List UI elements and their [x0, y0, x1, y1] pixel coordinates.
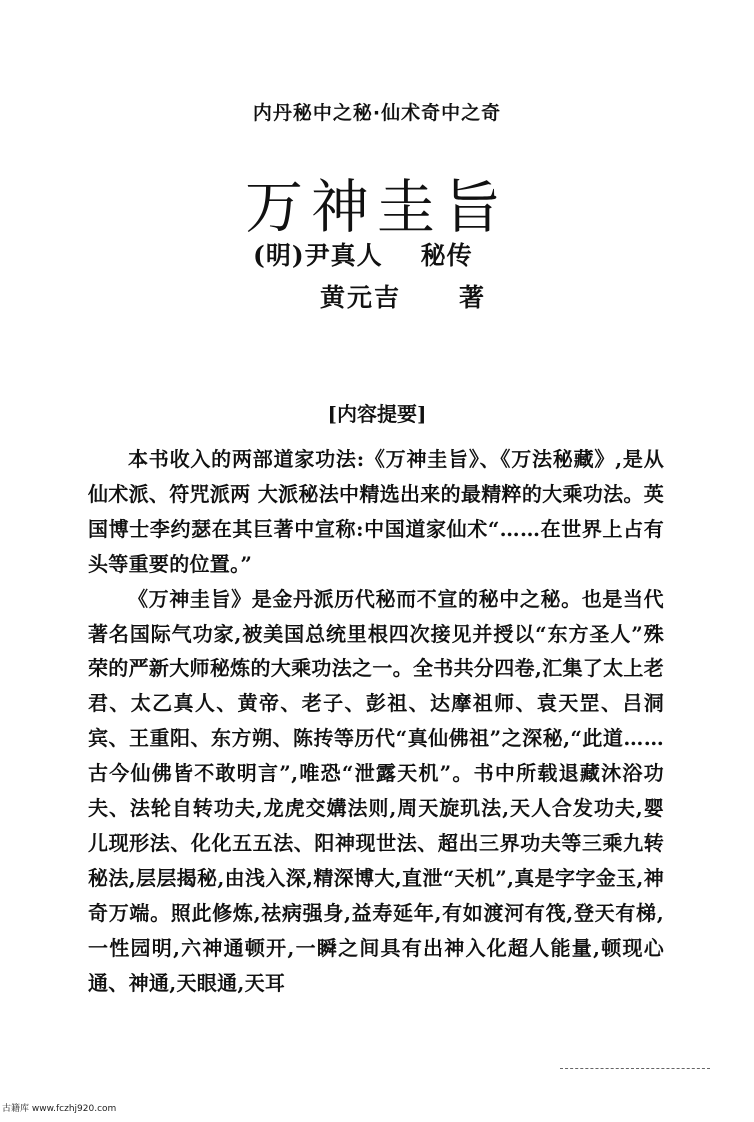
author-name: 黄元吉 [320, 283, 402, 312]
author-name: (明)尹真人 [253, 241, 383, 270]
author-role: 著 [459, 283, 487, 312]
book-title: 万神圭旨 [244, 173, 509, 241]
summary-body [88, 442, 664, 1001]
summary-heading: [内容提要] [327, 402, 427, 426]
series-subtitle: 内丹秘中之秘·仙术奇中之奇 [252, 102, 502, 124]
author-line-2 [320, 278, 486, 314]
site-watermark: 古籍库 www.fczhj920.com [2, 1104, 117, 1114]
summary-paragraph: 《万神圭旨》是金丹派历代秘而不宣的秘中之秘。也是当代著名国际气功家,被美国总统里根四次接见并授以“东方圣人”殊荣的严新大师秘炼的大乘功法之一。全书共分四卷,汇集了太上老君、太乙真人、黄帝、老子、彭祖、达摩祖师、袁天罡、吕洞宾、王重阳、东方朔、陈抟等历代“真仙佛祖”之深秘,“此道……古今仙佛皆不敢明言”,唯恐“泄露天机”。书中所载退藏沐浴功夫、法轮自转功夫,龙虎交媾法则,周天旋玑法,天人合发功夫,婴儿现形法、化化五五法、阳神现世法、超出三界功夫等三乘九转秘法,层层揭秘,由浅入深,精深博大,直泄“天机”,真是字字金玉,神奇万端。照此修炼,祛病强身,益寿延年,有如渡河有筏,登天有梯,一性园明,六神通顿开,一瞬之间具有出神入化超人能量,顿现心通、神通,天眼通,天耳 [88, 586, 664, 995]
footer-divider [560, 1068, 710, 1069]
author-role: 秘传 [420, 241, 473, 270]
summary-paragraph: 本书收入的两部道家功法:《万神圭旨》、《万法秘藏》,是从仙术派、符咒派两 大派秘法中精选出来的最精粹的大乘功法。英国博士李约瑟在其巨著中宣称:中国道家仙术“……在世界上占有头等重要的位置。” [88, 447, 664, 576]
author-line-1 [253, 236, 473, 272]
